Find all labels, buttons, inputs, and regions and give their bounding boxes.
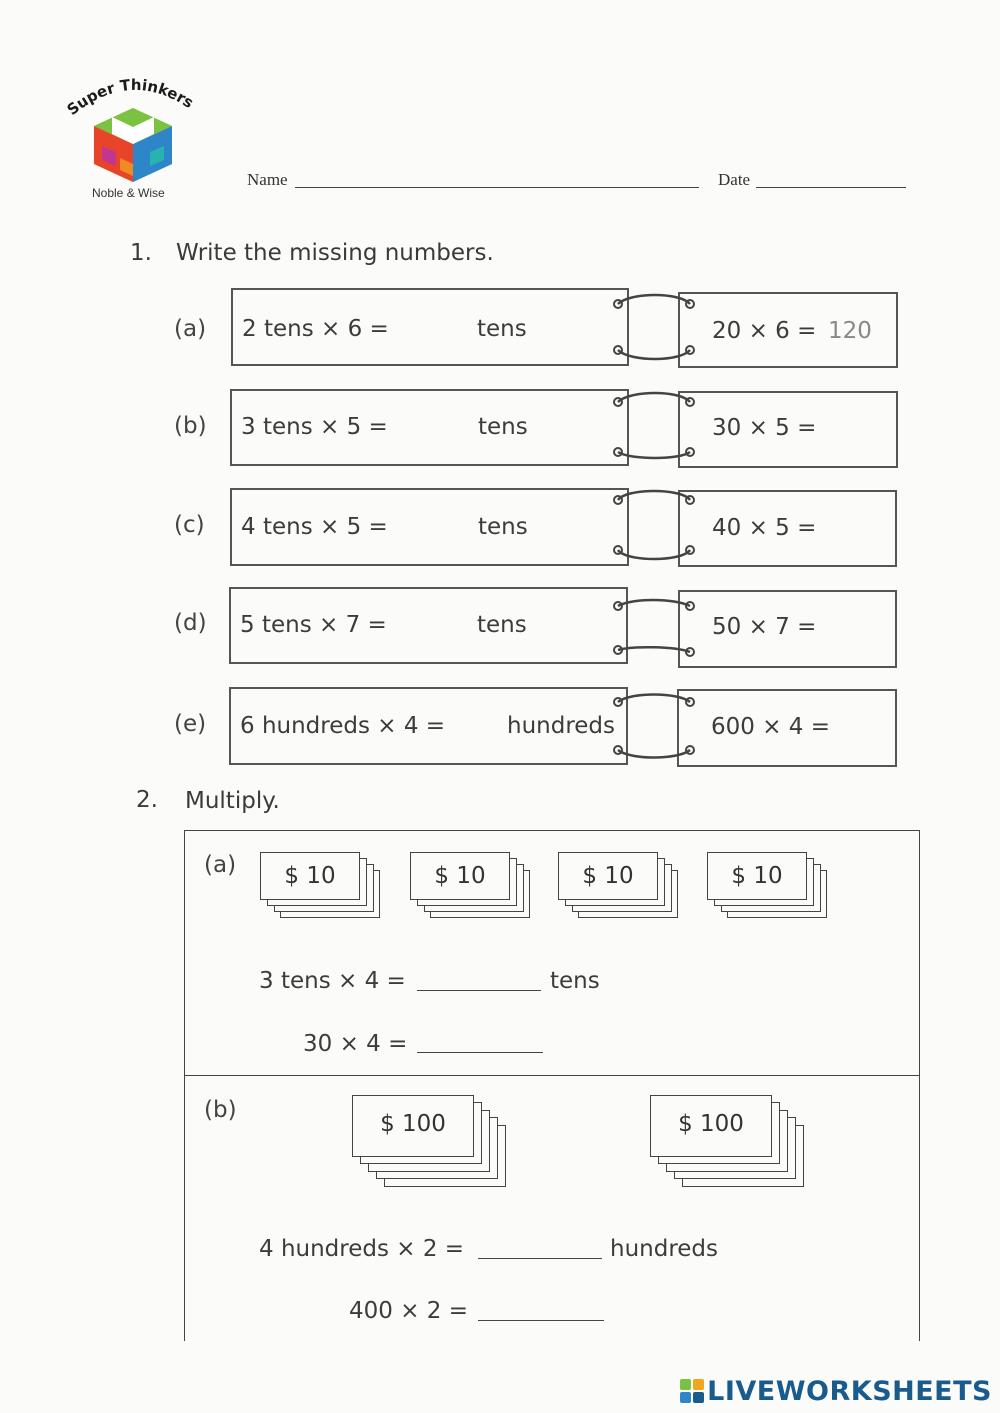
note-label: $ 100 (678, 1111, 744, 1137)
ring-binder-icon (608, 688, 700, 768)
q1-row-right-card (677, 689, 897, 767)
ten-dollar-note-stack (260, 852, 360, 900)
date-label: Date (718, 170, 751, 189)
q2b-line1-unit: hundreds (610, 1236, 719, 1262)
q1-row-left-card (230, 488, 629, 566)
note-label: $ 100 (380, 1111, 446, 1137)
q1-row-left-expression: 3 tens × 5 = (241, 414, 388, 440)
q2b-letter: (b) (204, 1097, 237, 1123)
ring-binder-icon (610, 488, 700, 568)
hundred-dollar-note-stack (650, 1095, 772, 1157)
logo-cube-icon (92, 106, 174, 184)
q1-row-unit: hundreds (507, 713, 616, 739)
liveworksheets-logo[interactable] (680, 1376, 992, 1407)
ring-binder-icon (608, 590, 700, 668)
q2a-line1-expression: 3 tens × 4 = (259, 968, 406, 994)
q1-row-unit: tens (477, 316, 527, 342)
q1-row-unit: tens (478, 414, 528, 440)
q1-instruction: Write the missing numbers. (176, 240, 494, 266)
name-label: Name (247, 170, 288, 189)
q1-row-left-expression: 6 hundreds × 4 = (240, 713, 446, 739)
liveworksheets-brand: LIVEWORKSHEETS (707, 1376, 992, 1407)
q2a-line1-unit: tens (550, 968, 600, 994)
q2a-line2-expression: 30 × 4 = (303, 1031, 408, 1057)
q1-row-letter: (b) (174, 413, 207, 439)
q1-row-right-card (678, 490, 897, 567)
q1-row-right-expression: 20 × 6 = (712, 318, 817, 344)
q2-number: 2. (136, 787, 158, 813)
q2-instruction: Multiply. (185, 788, 280, 814)
ten-dollar-note-stack (707, 852, 807, 900)
q2a-line1-answer[interactable] (417, 990, 541, 991)
super-thinkers-logo (62, 68, 202, 208)
hundred-dollar-note-stack (352, 1095, 474, 1157)
q1-row-unit: tens (478, 514, 528, 540)
ten-dollar-note-stack (558, 852, 658, 900)
q2a-letter: (a) (204, 852, 237, 878)
q1-row-right-card (678, 590, 897, 668)
q1-row-left-card (230, 389, 629, 466)
q1-row-right-expression: 30 × 5 = (712, 415, 817, 441)
q1-row-left-card (229, 687, 628, 765)
q1-row-right-card (678, 292, 898, 368)
logo-subtitle: Noble & Wise (92, 186, 165, 200)
q1-row-right-expression: 50 × 7 = (712, 614, 817, 640)
q2a-line2-answer[interactable] (417, 1052, 543, 1053)
note-label: $ 10 (731, 863, 783, 889)
q1-row-left-expression: 2 tens × 6 = (242, 316, 389, 342)
q1-row-right-expression: 40 × 5 = (712, 515, 817, 541)
note-label: $ 10 (582, 863, 634, 889)
q1-number: 1. (130, 240, 152, 266)
ring-binder-icon (610, 290, 700, 370)
note-label: $ 10 (434, 863, 486, 889)
ring-binder-icon (610, 390, 700, 470)
ten-dollar-note-stack (410, 852, 510, 900)
name-field[interactable] (295, 187, 699, 188)
date-field[interactable] (756, 187, 906, 188)
q1-row-right-expression: 600 × 4 = (711, 714, 831, 740)
q2b-line1-answer[interactable] (478, 1258, 602, 1259)
q1-row-right-card (678, 391, 898, 468)
liveworksheets-badge-icon (680, 1379, 704, 1403)
note-label: $ 10 (284, 863, 336, 889)
q1-row-letter: (e) (174, 711, 207, 737)
q1-row-unit: tens (477, 612, 527, 638)
logo-title: Super Thinkers (63, 75, 197, 119)
q2b-line2-answer[interactable] (478, 1320, 604, 1321)
q1-row-letter: (c) (174, 512, 205, 538)
q1-row-answer[interactable]: 120 (828, 318, 872, 344)
q2b-line1-expression: 4 hundreds × 2 = (259, 1236, 465, 1262)
q1-row-letter: (d) (174, 610, 207, 636)
q2b-line2-expression: 400 × 2 = (349, 1298, 469, 1324)
q1-row-left-card (231, 288, 629, 366)
q1-row-left-expression: 5 tens × 7 = (240, 612, 387, 638)
q1-row-left-expression: 4 tens × 5 = (241, 514, 388, 540)
q1-row-left-card (229, 587, 628, 664)
q1-row-letter: (a) (174, 316, 207, 342)
q2-divider (184, 1075, 920, 1076)
